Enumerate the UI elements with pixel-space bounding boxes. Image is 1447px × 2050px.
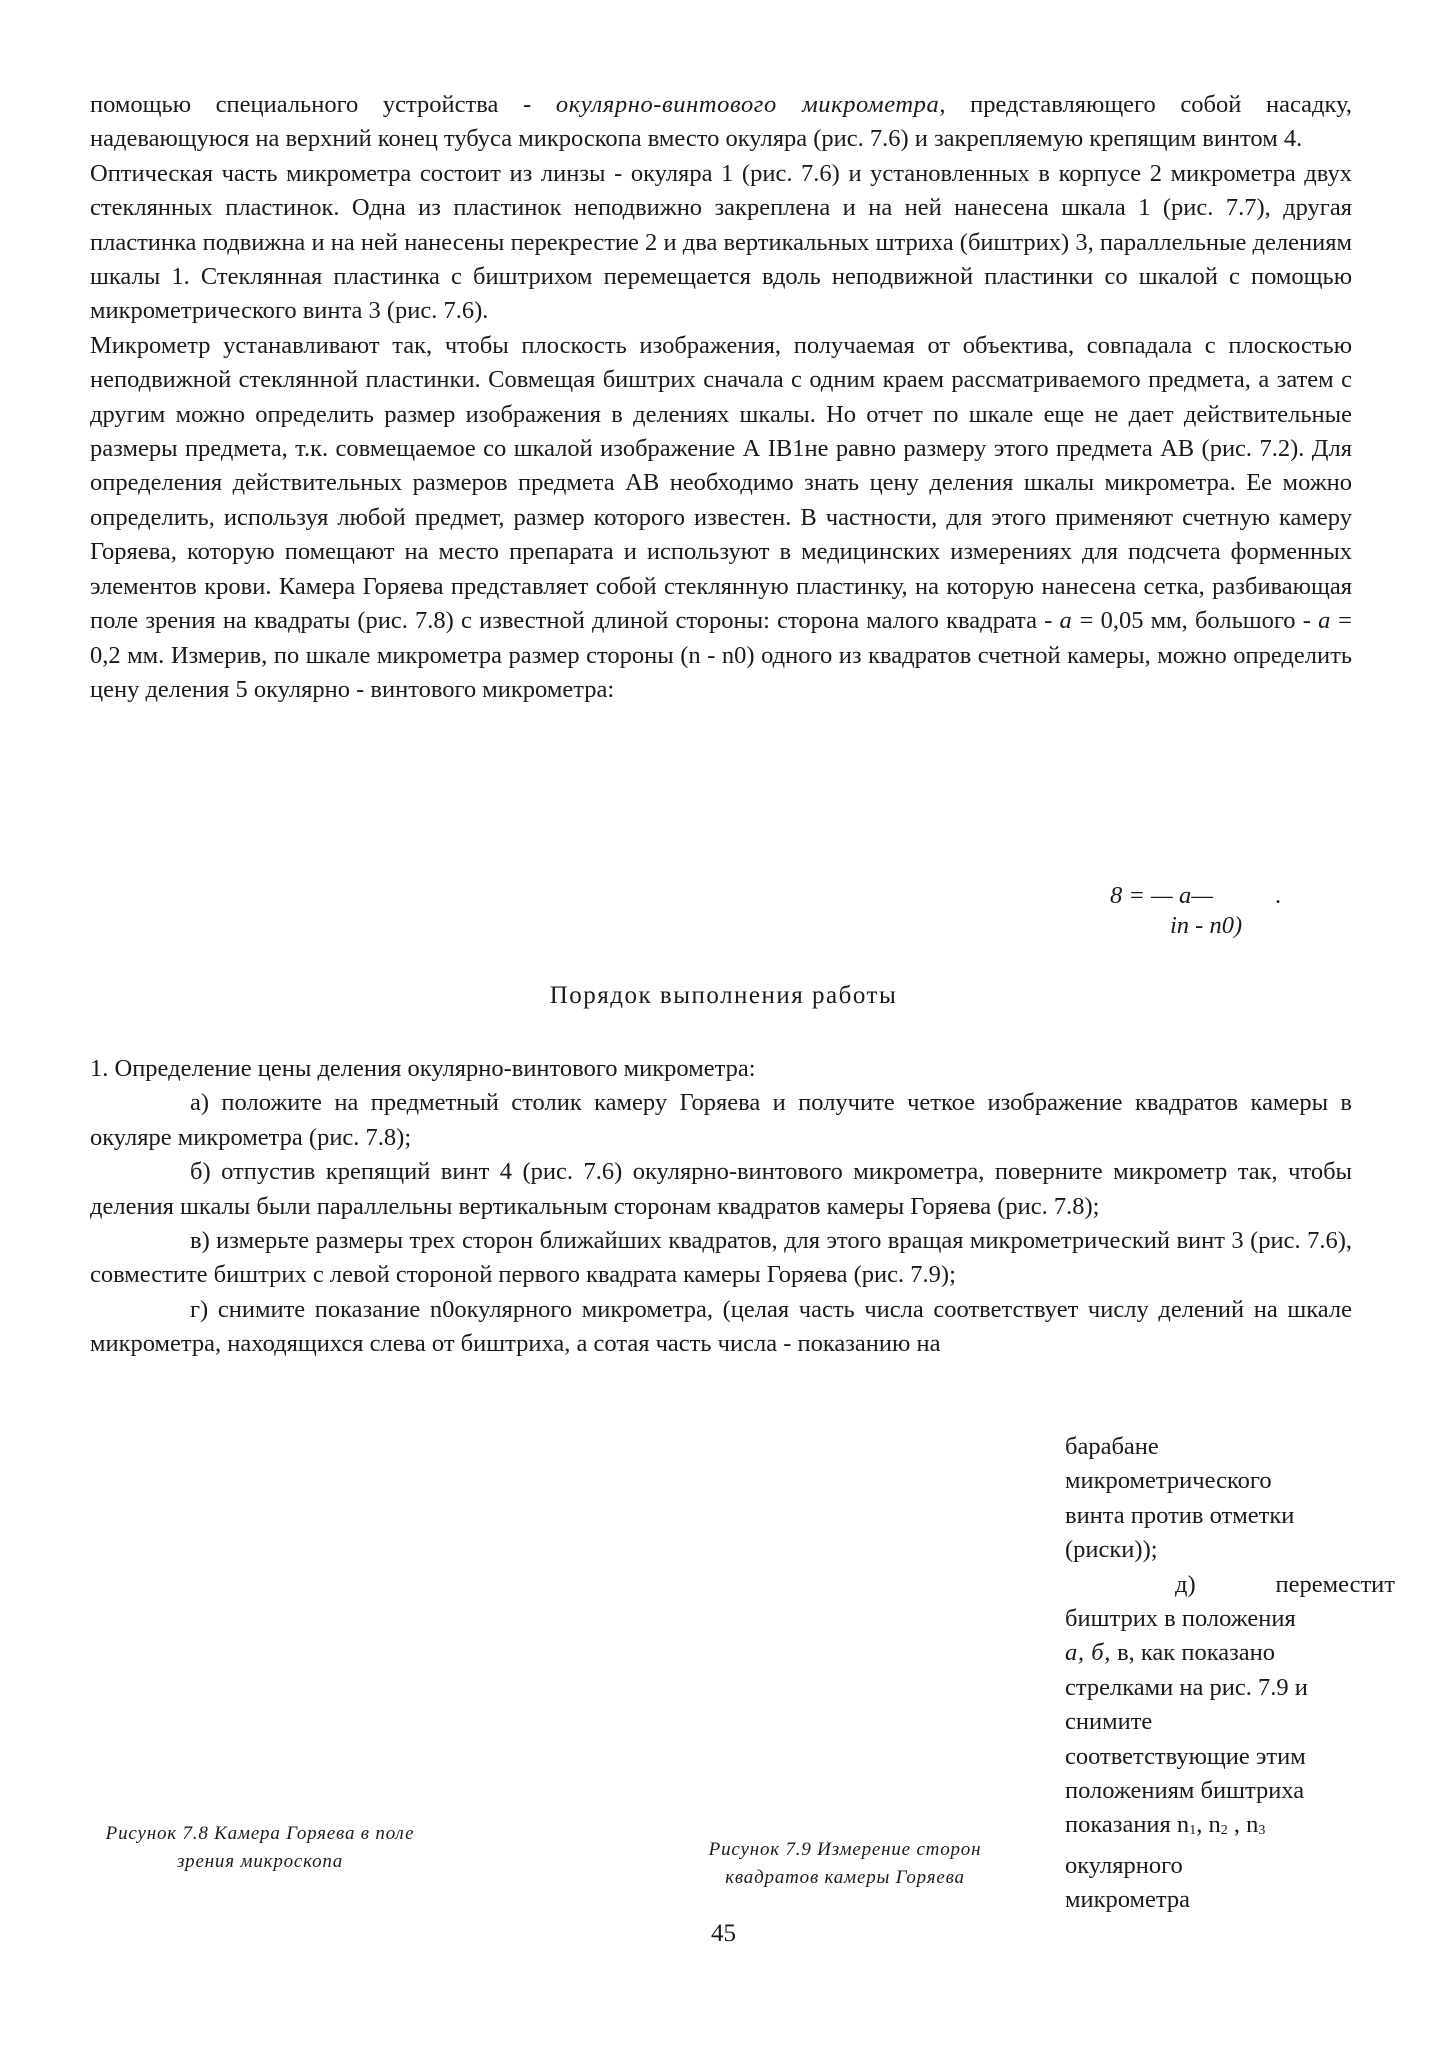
step-1e-start: д) переместит (1175, 1570, 1395, 1598)
readings-line: показания $n_1$, $n_2$ , $n_3$ (1065, 1811, 1266, 1839)
right-line: окулярного (1065, 1851, 1183, 1879)
section-heading: Порядок выполнения работы (549, 982, 898, 1009)
figure-7-8-caption: Рисунок 7.8 Камера Горяева в поле зрения микроскопа (105, 1823, 415, 1872)
right-line: винта против отметки (1065, 1501, 1295, 1529)
intro-text (90, 88, 1352, 707)
term-micrometer: окулярно-винтового микрометра (555, 91, 940, 118)
step-1a: а) положите на предметный столик камеру Горяева и получите четкое изображение квадратов камеры в окуляре микрометра (рис. 7.8); (90, 1089, 1352, 1151)
formula-period: . (1275, 882, 1282, 909)
right-line: микрометра (1065, 1886, 1191, 1914)
figure-7-9-caption: Рисунок 7.9 Измерение сторон квадратов камеры Горяева (708, 1839, 982, 1888)
right-line: снимите (1065, 1708, 1153, 1736)
right-line: положениям биштриха (1065, 1777, 1305, 1805)
paragraph-3: Микрометр устанавливают так, чтобы плоскость изображения, получаемая от объектива, совпадала с плоскостью неподвижной стеклянной пластинки. Совмещая биштрих сначала с одним краем рассматриваемого предмета, а затем с другим можно определить размер изображения в делениях шкалы. Но отчет по шкале еще не дает действительные размеры предмета, т.к. совмещаемое со шкалой изображение А ІВ1не равно размеру этого предмета АВ (рис. 7.2). Для определения действительных размеров предмета АВ необходимо знать цену деления шкалы микрометра. Ее можно определить, используя любой предмет, размер которого известен. В частности, для этого применяют счетную камеру Горяева, которую помещают на место препарата и используют в медицинских измерениях для подсчета форменных элементов крови. Камера Горяева представляет собой стеклянную пластинку, на которую нанесена сетка, разбивающая поле зрения на квадраты (рис. 7.8) с известной длиной стороны: сторона малого квадрата - а = 0,05 мм, большого - а = 0,2 мм. Измерив, по шкале микрометра размер стороны (n - n0) одного из квадратов счетной камеры, можно определить цену деления 5 окулярно - винтового микрометра: (90, 331, 1352, 703)
procedure-steps (90, 1052, 1352, 1362)
right-line: биштрих в положения (1065, 1605, 1296, 1633)
paragraph-1: помощью специального устройства - окулярно-винтового микрометра, представляющего собой насадку, надевающуюся на верхний конец тубуса микроскопа вместо окуляра (рис. 7.6) и закрепляемую крепящим винтом 4. (90, 91, 1352, 153)
step-1: 1. Определение цены деления окулярно-винтового микрометра: (90, 1055, 756, 1082)
formula-numerator: 8 = — а— (1110, 882, 1213, 909)
right-line: стрелками на рис. 7.9 и (1065, 1673, 1308, 1701)
right-line: микрометрического (1065, 1467, 1272, 1495)
step-1c: в) измерьте размеры трех сторон ближайших квадратов, для этого вращая микрометрический винт 3 (рис. 7.6), совместите биштрих с левой стороной первого квадрата камеры Горяева (рис. 7.9); (90, 1227, 1352, 1289)
step-1d: г) снимите показание n0окулярного микрометра, (целая часть числа соответствует числу делений на шкале микрометра, находящихся слева от биштриха, а сотая часть числа - показанию на (90, 1295, 1352, 1358)
right-line: соответствующие этим (1065, 1742, 1306, 1770)
paragraph-2: Оптическая часть микрометра состоит из линзы - окуляра 1 (рис. 7.6) и установленных в корпусе 2 микрометра двух стеклянных пластинок. Одна из пластинок неподвижно закреплена и на ней нанесена шкала 1 (рис. 7.7), другая пластинка подвижна и на ней нанесены перекрестие 2 и два вертикальных штриха (биштрих) 3, параллельные делениям шкалы 1. Стеклянная пластинка с биштрихом перемещается вдоль неподвижной пластинки со шкалой с помощью микрометрического винта 3 (рис. 7.6). (90, 159, 1352, 325)
right-column-text (1065, 1430, 1395, 1918)
division-value-formula (1110, 882, 1340, 962)
right-line: барабане (1065, 1433, 1159, 1460)
right-line: (риски)); (1065, 1536, 1158, 1564)
page-number: 45 (711, 1920, 736, 1947)
formula-denominator: in - n0) (1170, 912, 1243, 939)
right-line: а, б, в, как показано (1065, 1639, 1276, 1667)
step-1b: б) отпустив крепящий винт 4 (рис. 7.6) окулярно-винтового микрометра, поверните микрометр так, чтобы деления шкалы были параллельны вертикальным сторонам квадратов камеры Горяева (рис. 7.8); (90, 1158, 1352, 1220)
